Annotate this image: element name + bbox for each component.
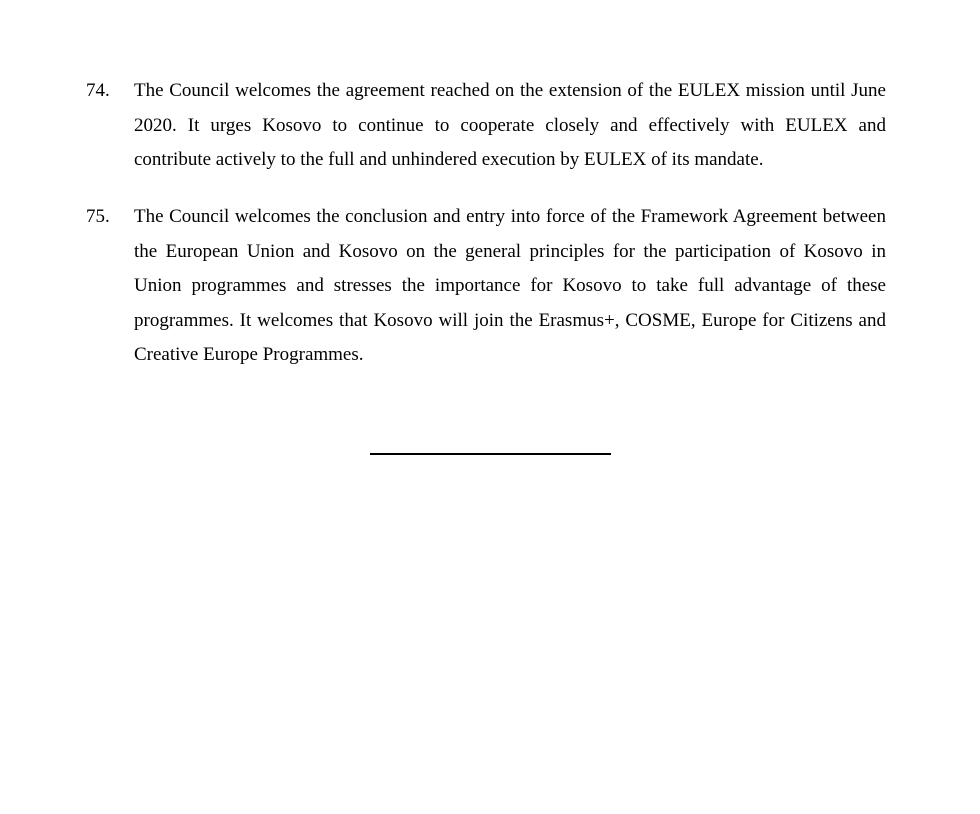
paragraph-text: The Council welcomes the agreement reached on the extension of the EULEX mission until June 2020. It urges Kosovo to continue to cooperate closely and effectively with EULEX and contribute actively to the full and unhindered execution by EULEX of its mandate. [134,80,886,170]
paragraph-number: 75. [86,206,110,227]
paragraph-text: The Council welcomes the conclusion and entry into force of the Framework Agreement between the European Union and Kosovo on the general principles for the participation of Kosovo in Union programmes and stresses the importance for Kosovo to take full advantage of these programmes. It welcomes that Kosovo will join the Erasmus+, COSME, Europe for Citizens and Creative Europe Programmes. [134,206,886,365]
paragraph-number: 74. [86,80,110,101]
paragraph-75 [86,200,886,373]
end-of-document-rule [370,453,611,455]
paragraph-74 [86,74,886,178]
